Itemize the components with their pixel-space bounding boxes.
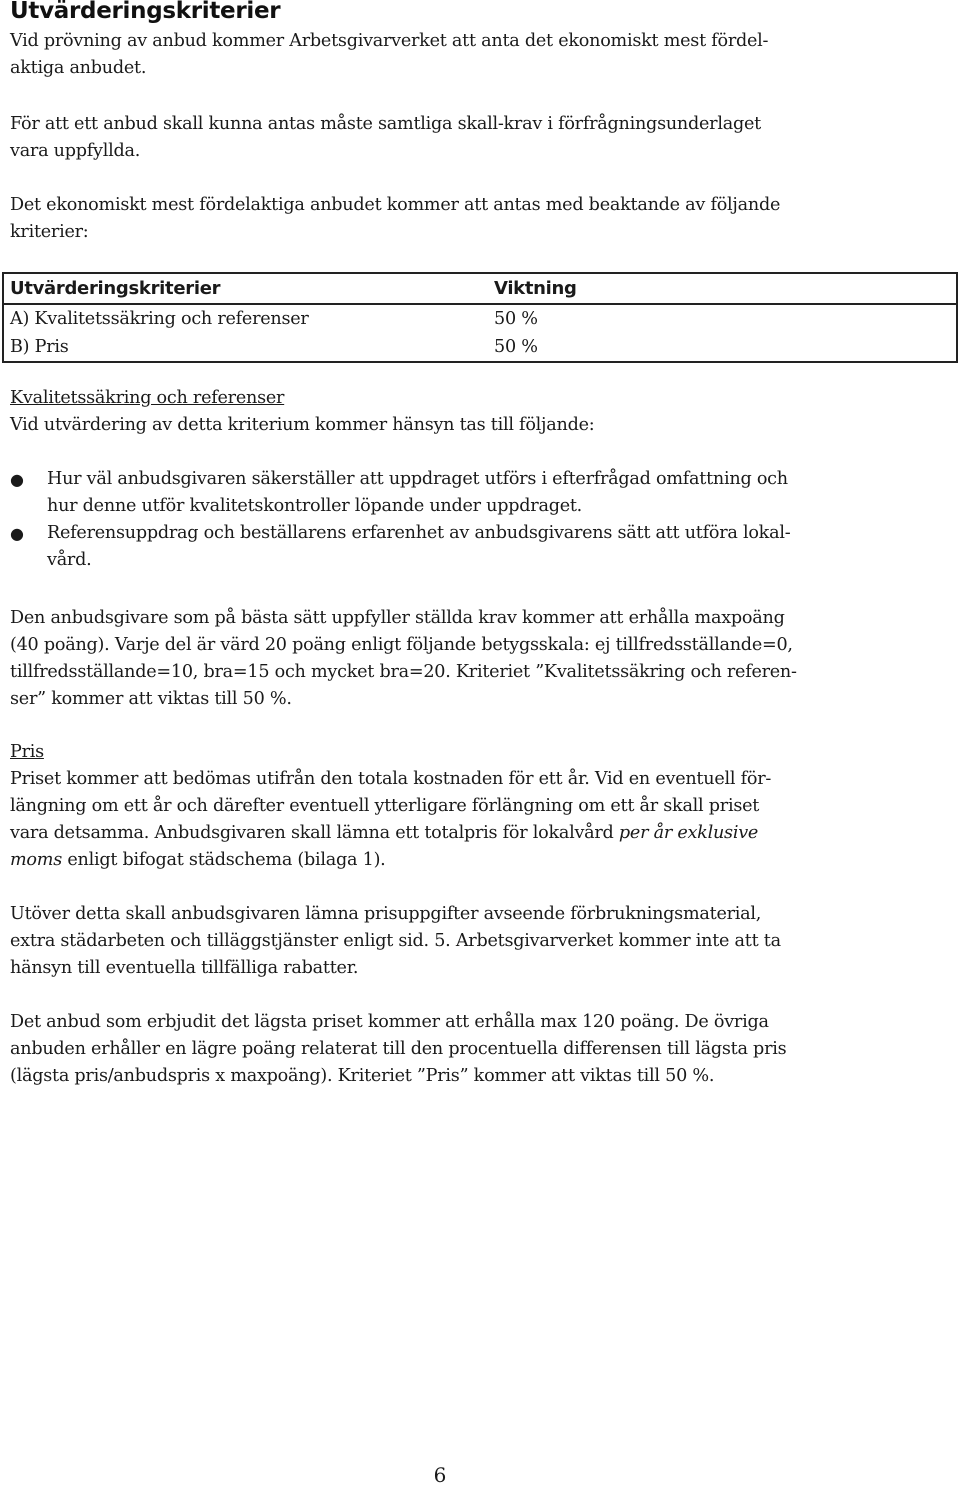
- criteria-table: [2, 272, 958, 363]
- table-row: [3, 333, 957, 362]
- scoring-paragraph: [10, 605, 910, 713]
- bullet-icon: ●: [10, 470, 24, 489]
- quality-bullet-list: [10, 466, 910, 574]
- column-header-weight: Viktning: [488, 273, 957, 304]
- text-line: För att ett anbud skall kunna antas måste samtliga skall-krav i förfrågningsunderlaget: [10, 114, 761, 134]
- text-line: (lägsta pris/anbudspris x maxpoäng). Kriteriet ”Pris” kommer att viktas till 50 %.: [10, 1066, 715, 1086]
- text-line: Det ekonomiskt mest fördelaktiga anbudet kommer att antas med beaktande av följande: [10, 195, 781, 215]
- text-line: hänsyn till eventuella tillfälliga rabatter.: [10, 958, 359, 978]
- table-row: [3, 304, 957, 333]
- text-line: hur denne utför kvalitetskontroller löpande under uppdraget.: [47, 496, 583, 516]
- weight-cell: 50 %: [494, 337, 538, 357]
- text-line: vara uppfyllda.: [10, 141, 141, 161]
- text-line: tillfredsställande=10, bra=15 och mycket bra=20. Kriteriet ”Kvalitetssäkring och referen-: [10, 662, 797, 682]
- text-line: anbuden erhåller en lägre poäng relaterat till den procentuella differensen till lägsta pris: [10, 1039, 787, 1059]
- text-line: Vid prövning av anbud kommer Arbetsgivarverket att anta det ekonomiskt mest fördel-: [10, 31, 769, 51]
- text-line: längning om ett år och därefter eventuell ytterligare förlängning om ett år skall priset: [10, 796, 760, 816]
- text-line: [10, 820, 910, 847]
- text-line: aktiga anbudet.: [10, 58, 147, 78]
- text-line: Priset kommer att bedömas utifrån den totala kostnaden för ett år. Vid en eventuell för-: [10, 769, 772, 789]
- list-item: [10, 520, 910, 574]
- text-line: extra städarbeten och tilläggstjänster enligt sid. 5. Arbetsgivarverket kommer inte att ta: [10, 931, 781, 951]
- criterion-cell: B) Pris: [10, 337, 69, 357]
- price-title: Pris: [10, 742, 44, 762]
- requirements-paragraph: [10, 111, 910, 165]
- criteria-intro-paragraph: [10, 192, 910, 246]
- italic-text-run: moms: [10, 850, 62, 870]
- text-line: ser” kommer att viktas till 50 %.: [10, 689, 292, 709]
- text-line: [10, 847, 910, 874]
- text-line: kriterier:: [10, 222, 89, 242]
- text-line: Referensuppdrag och beställarens erfarenhet av anbudsgivarens sätt att utföra lokal-: [47, 523, 791, 543]
- list-item: [10, 466, 910, 520]
- text-line: Det anbud som erbjudit det lägsta priset kommer att erhålla max 120 poäng. De övriga: [10, 1012, 769, 1032]
- page-number: 6: [433, 1463, 447, 1487]
- weight-cell: 50 %: [494, 309, 538, 329]
- quality-intro: Vid utvärdering av detta kriterium kommer hänsyn tas till följande:: [10, 415, 595, 435]
- intro-paragraph: [10, 28, 910, 82]
- text-line: Den anbudsgivare som på bästa sätt uppfyller ställda krav kommer att erhålla maxpoäng: [10, 608, 785, 628]
- bullet-icon: ●: [10, 524, 24, 543]
- price-section: [10, 739, 910, 874]
- text-line: Utöver detta skall anbudsgivaren lämna prisuppgifter avseende förbrukningsmaterial,: [10, 904, 762, 924]
- table-header-row: [3, 273, 957, 304]
- quality-title: Kvalitetssäkring och referenser: [10, 388, 285, 408]
- italic-text-run: per år exklusive: [618, 823, 759, 843]
- extras-paragraph: [10, 901, 910, 982]
- text-line: Hur väl anbudsgivaren säkerställer att uppdraget utförs i efterfrågad omfattning och: [47, 469, 788, 489]
- criterion-cell: A) Kvalitetssäkring och referenser: [10, 309, 309, 329]
- text-line: (40 poäng). Varje del är värd 20 poäng enligt följande betygsskala: ej tillfredsställande=0,: [10, 635, 793, 655]
- text-run: enligt bifogat städschema (bilaga 1).: [62, 850, 386, 870]
- page-heading: Utvärderingskriterier: [10, 0, 281, 24]
- lowest-price-paragraph: [10, 1009, 910, 1090]
- column-header-criteria: Utvärderingskriterier: [3, 273, 488, 304]
- text-line: vård.: [47, 550, 92, 570]
- quality-section: [10, 385, 910, 439]
- text-run: vara detsamma. Anbudsgivaren skall lämna ett totalpris för lokalvård: [10, 823, 619, 843]
